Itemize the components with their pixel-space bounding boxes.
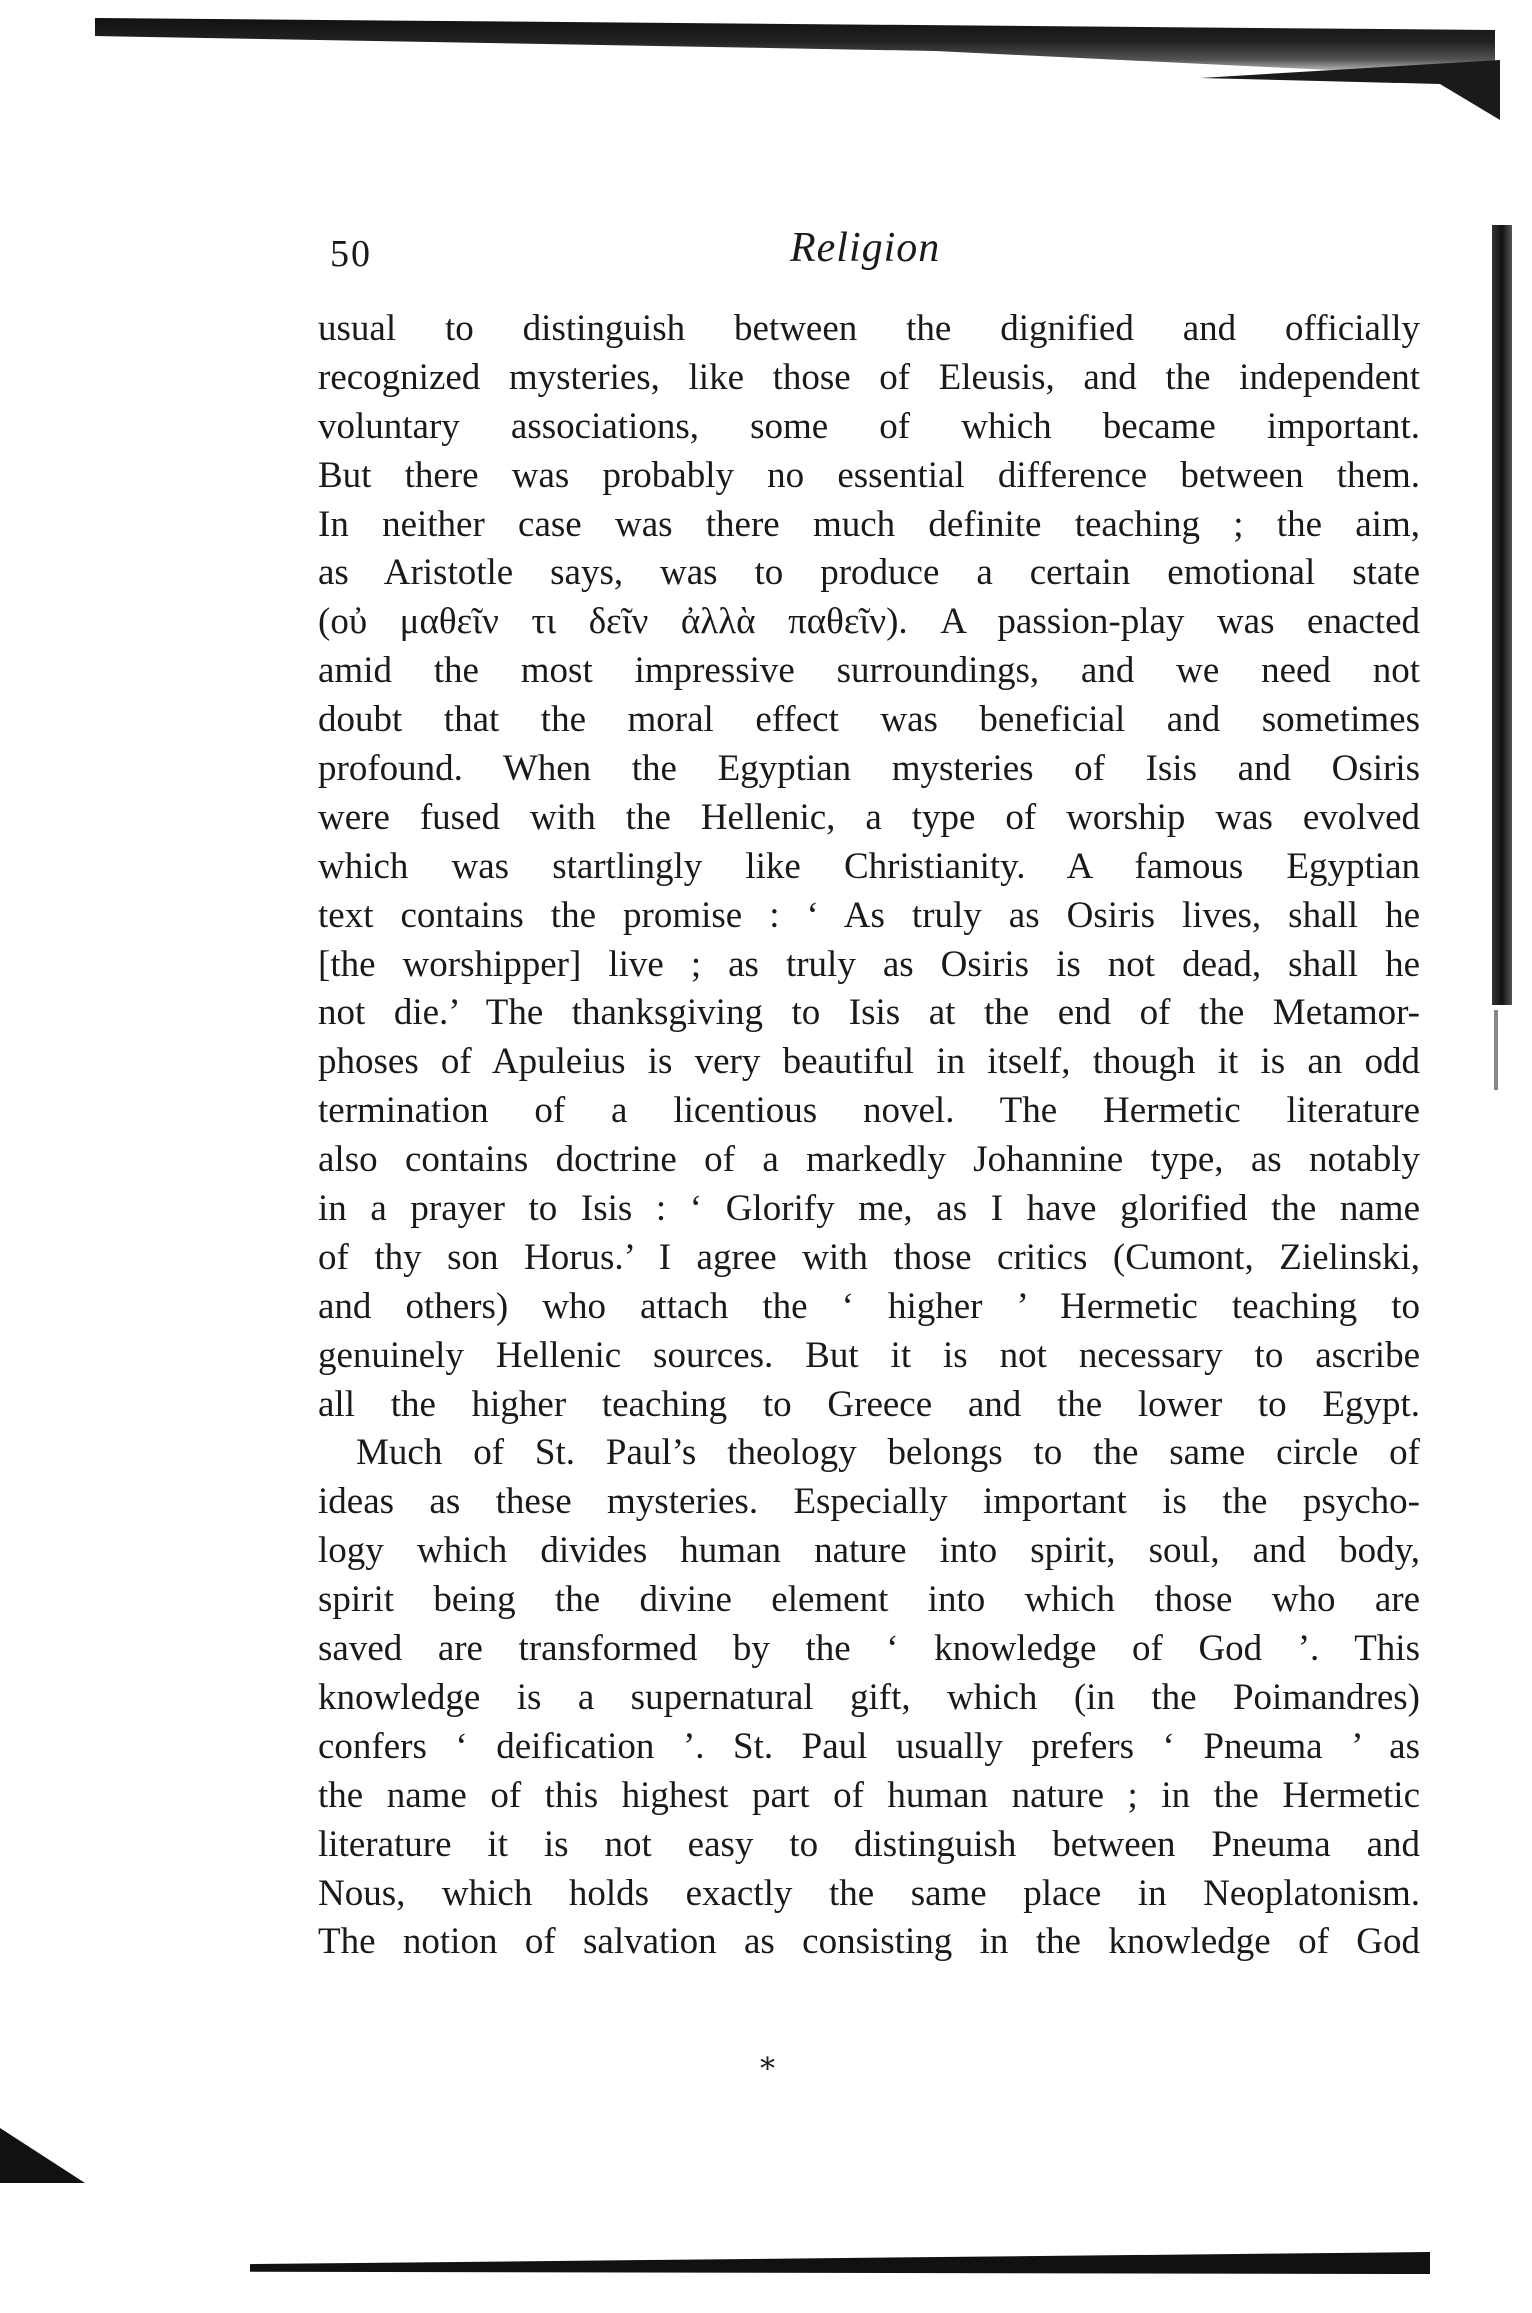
text-line: also contains doctrine of a markedly Johannine type, as notably: [318, 1139, 1420, 1181]
text-line: (οὐ μαθεῖν τι δεῖν ἀλλὰ παθεῖν). A passion-play was enacted: [318, 601, 1420, 643]
text-line: But there was probably no essential difference between them.: [318, 454, 1420, 496]
text-line: termination of a licentious novel. The Hermetic literature: [318, 1090, 1420, 1132]
body-text: [318, 305, 1420, 1967]
text-line: recognized mysteries, like those of Eleusis, and the independent: [318, 356, 1420, 398]
text-line: voluntary associations, some of which became important.: [318, 405, 1420, 447]
text-line: in a prayer to Isis : ‘ Glorify me, as I have glorified the name: [318, 1188, 1420, 1230]
text-line: Much of St. Paul’s theology belongs to the same circle of: [356, 1432, 1420, 1474]
text-line: Nous, which holds exactly the same place in Neoplatonism.: [318, 1872, 1420, 1914]
text-line: genuinely Hellenic sources. But it is not necessary to ascribe: [318, 1334, 1420, 1376]
footer-mark: ⁎: [760, 2043, 775, 2076]
text-line: the name of this highest part of human nature ; in the Hermetic: [318, 1774, 1420, 1816]
text-line: were fused with the Hellenic, a type of worship was evolved: [318, 796, 1420, 838]
text-line: which was startlingly like Christianity. A famous Egyptian: [318, 845, 1420, 887]
text-line: as Aristotle says, was to produce a certain emotional state: [318, 552, 1420, 594]
running-head: Religion: [790, 225, 941, 271]
text-line: The notion of salvation as consisting in the knowledge of God: [318, 1921, 1420, 1963]
text-line: In neither case was there much definite teaching ; the aim,: [318, 503, 1420, 545]
text-line: logy which divides human nature into spirit, soul, and body,: [318, 1530, 1420, 1572]
scan-shadow-right-thin: [1494, 1010, 1498, 1090]
text-line: confers ‘ deification ’. St. Paul usually prefers ‘ Pneuma ’ as: [318, 1725, 1420, 1767]
scan-shadow-top: [95, 18, 1495, 78]
scan-shadow-right: [1492, 225, 1512, 1005]
scan-shadow-bottom: [250, 2252, 1430, 2274]
text-line: all the higher teaching to Greece and the lower to Egypt.: [318, 1383, 1420, 1425]
text-line: text contains the promise : ‘ As truly as Osiris lives, shall he: [318, 894, 1420, 936]
text-line: of thy son Horus.’ I agree with those critics (Cumont, Zielinski,: [318, 1236, 1420, 1278]
scan-shadow-top-right: [1200, 60, 1500, 120]
text-line: ideas as these mysteries. Especially important is the psycho-: [318, 1481, 1420, 1523]
text-line: knowledge is a supernatural gift, which (in the Poimandres): [318, 1676, 1420, 1718]
text-line: and others) who attach the ‘ higher ’ Hermetic teaching to: [318, 1285, 1420, 1327]
text-line: amid the most impressive surroundings, and we need not: [318, 650, 1420, 692]
text-line: saved are transformed by the ‘ knowledge of God ’. This: [318, 1628, 1420, 1670]
text-line: usual to distinguish between the dignified and officially: [318, 308, 1420, 349]
text-line: profound. When the Egyptian mysteries of Isis and Osiris: [318, 748, 1420, 790]
text-line: doubt that the moral effect was beneficial and sometimes: [318, 699, 1420, 741]
text-line: not die.’ The thanksgiving to Isis at the end of the Metamor-: [318, 992, 1420, 1034]
text-line: spirit being the divine element into which those who are: [318, 1579, 1420, 1621]
page-number: 50: [330, 233, 372, 275]
text-line: phoses of Apuleius is very beautiful in itself, though it is an odd: [318, 1041, 1420, 1083]
text-line: literature it is not easy to distinguish between Pneuma and: [318, 1823, 1420, 1865]
scan-arrow-mark: [0, 2128, 85, 2183]
text-line: [the worshipper] live ; as truly as Osiris is not dead, shall he: [318, 943, 1420, 985]
